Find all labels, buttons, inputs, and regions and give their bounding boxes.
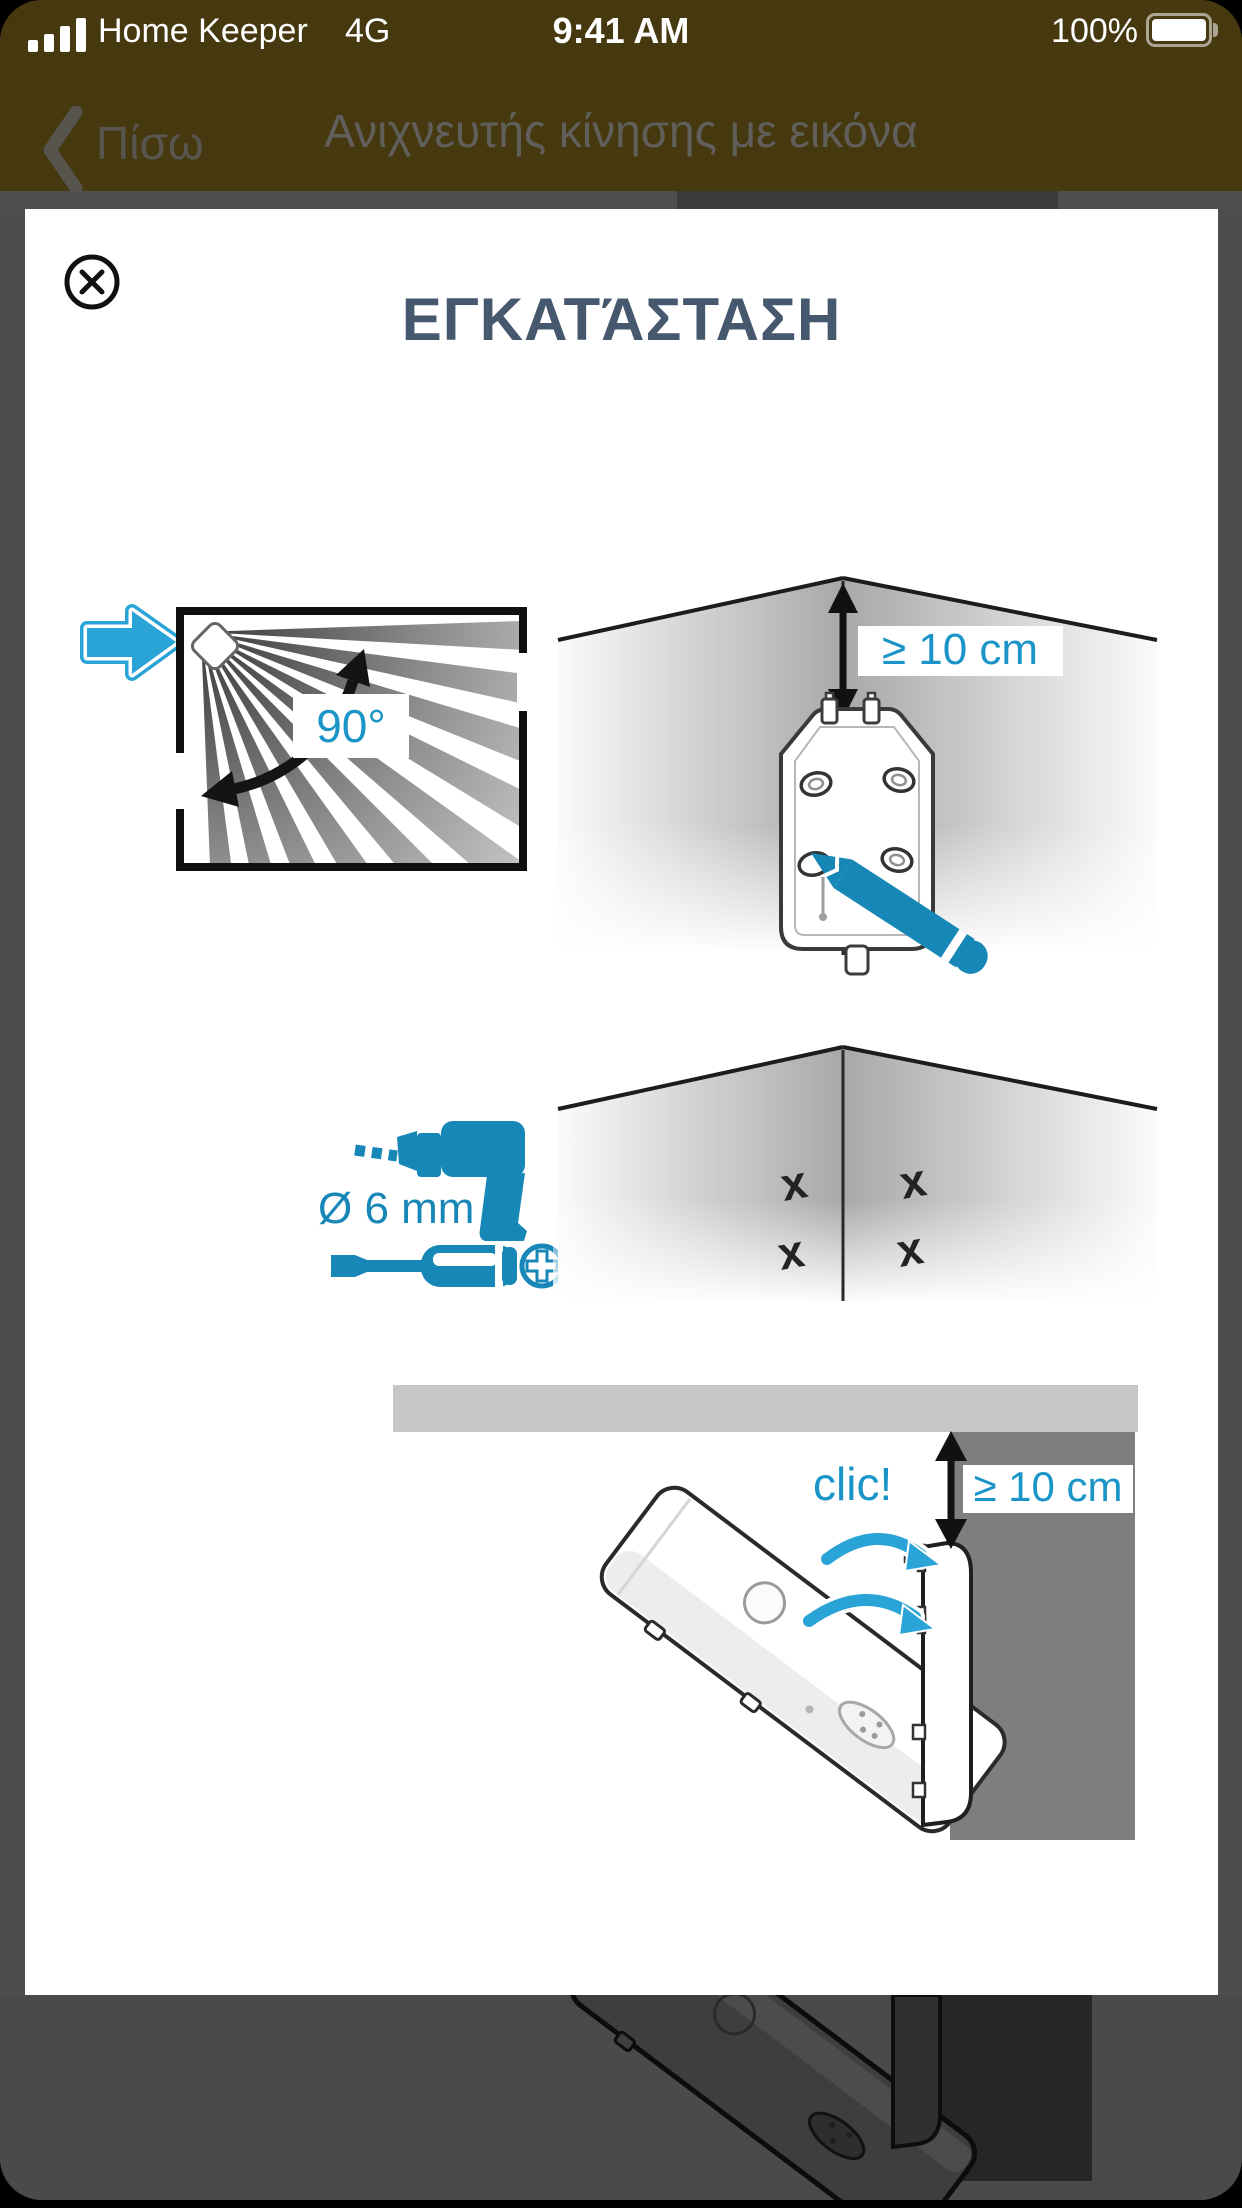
- header-bar: [0, 0, 1242, 191]
- modal-title: ΕΓΚΑΤΆΣΤΑΣΗ: [401, 286, 842, 354]
- installation-modal: [25, 209, 1218, 1995]
- tools-group: [318, 1121, 562, 1287]
- battery-percent-label: 100%: [1051, 12, 1138, 50]
- distance-label: ≥ 10 cm: [973, 1463, 1123, 1510]
- click-label: clic!: [813, 1458, 893, 1510]
- diagram-drilling: [553, 1047, 1163, 1304]
- arrow-right-icon: [87, 611, 176, 674]
- battery-nub: [1213, 23, 1218, 37]
- status-bar: [0, 0, 1242, 60]
- dimmed-background-illustration: [0, 1995, 1242, 2200]
- diagram-mounting: [393, 1385, 1138, 1846]
- network-label: 4G: [345, 12, 391, 50]
- back-button-label: Πίσω: [96, 117, 204, 169]
- angle-label: 90°: [316, 700, 386, 752]
- dimmed-background-block: [677, 191, 1058, 209]
- drill-mark: x: [773, 1224, 808, 1280]
- diagram-marking: [553, 578, 1163, 980]
- drill-mark: x: [895, 1153, 930, 1209]
- carrier-label: Home Keeper: [98, 12, 308, 50]
- ceiling: [393, 1385, 1138, 1432]
- dimmed-background-strip: [0, 191, 1242, 209]
- drill-mark: x: [892, 1221, 927, 1277]
- screwdriver-icon: [331, 1245, 517, 1287]
- battery-icon: [1146, 13, 1212, 47]
- drill-diameter-label: Ø 6 mm: [318, 1184, 475, 1233]
- drill-mark: x: [776, 1155, 811, 1211]
- distance-label: ≥ 10 cm: [881, 625, 1039, 674]
- clock-label: 9:41 AM: [552, 10, 690, 51]
- page-title: Ανιχνευτής κίνησης με εικόνα: [324, 105, 918, 157]
- installation-figure: [25, 209, 1218, 1995]
- battery-fill: [1152, 19, 1206, 41]
- nav-bar: [0, 92, 1242, 191]
